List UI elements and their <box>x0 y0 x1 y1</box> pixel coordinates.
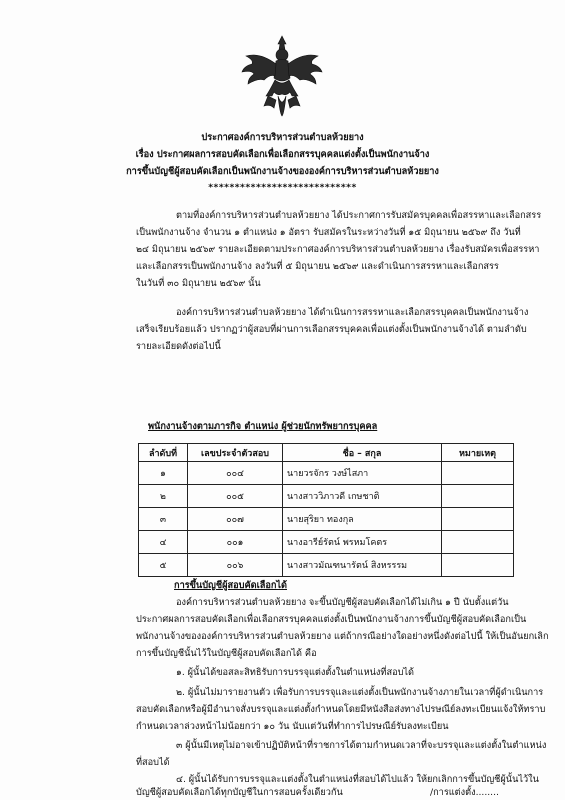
table-row <box>139 508 514 531</box>
paragraph-3-line: ประกาศผลการสอบคัดเลือกเพื่อเลือกสรรบุคคลแต่งตั้งเป็นพนักงานจ้างการขึ้นบัญชีผู้สอบคัดเลือกเป็น <box>136 614 527 625</box>
remark-cell <box>442 531 514 554</box>
paragraph-1-line: และเลือกสรรเป็นพนักงานจ้าง ลงวันที่ ๕ มิถุนายน ๒๕๖๙ และดำเนินการสรรหาและเลือกสรร <box>136 261 499 272</box>
garuda-emblem-icon <box>240 34 324 118</box>
table-row <box>139 554 514 577</box>
order-cell: ๕ <box>139 554 188 577</box>
document-subject: เรื่อง ประกาศผลการสอบคัดเลือกเพื่อเลือกสรรบุคคลแต่งตั้งเป็นพนักงานจ้าง <box>135 149 430 160</box>
column-header-remark: หมายเหตุ <box>442 444 514 462</box>
position-heading: พนักงานจ้างตามภารกิจ ตำแหน่ง ผู้ช่วยนักทรัพยากรบุคคล <box>148 421 378 432</box>
name-cell: นางสาววิภาวดี เกษชาติ <box>283 485 442 508</box>
table-row <box>139 531 514 554</box>
remark-cell <box>442 554 514 577</box>
paragraph-3-line: การขึ้นบัญชีนั้นไว้ในบัญชีผู้สอบคัดเลือกได้ คือ <box>136 648 317 659</box>
candidate-table <box>138 443 514 577</box>
order-cell: ๒ <box>139 485 188 508</box>
paragraph-1-line: เป็นพนักงานจ้าง จำนวน ๑ ตำแหน่ง ๑ อัตรา รับสมัครในระหว่างวันที่ ๑๕ มิถุนายน ๒๕๖๙ ถึง วันที่ <box>136 227 521 238</box>
paragraph-1-line: ตามที่องค์การบริหารส่วนตำบลห้วยยาง ได้ประกาศการรับสมัครบุคคลเพื่อสรรหาและเลือกสรร <box>176 210 542 221</box>
condition-item: ๔. ผู้นั้นได้รับการบรรจุและแต่งตั้งในตำแหน่งที่สอบได้ไปแล้ว ให้ยกเลิกการขึ้นบัญชีผู้นั้นไว้ใน <box>176 774 539 785</box>
order-cell: ๔ <box>139 531 188 554</box>
document-subject-continued: การขึ้นบัญชีผู้สอบคัดเลือกเป็นพนักงานจ้างขององค์การบริหารส่วนตำบลห้วยยาง <box>126 166 439 177</box>
table-row <box>139 462 514 485</box>
name-cell: นายสุริยา ทองกุล <box>283 508 442 531</box>
condition-item: ๑. ผู้นั้นได้ขอสละสิทธิรับการบรรจุแต่งตั้งในตำแหน่งที่สอบได้ <box>176 667 415 678</box>
paragraph-3-line: องค์การบริหารส่วนตำบลห้วยยาง จะขึ้นบัญชีผู้สอบคัดเลือกได้ไม่เกิน ๑ ปี นับตั้งแต่วัน <box>176 597 509 608</box>
exam-id-cell: ๐๐๔ <box>188 462 283 485</box>
table-row <box>139 485 514 508</box>
paragraph-3-line: พนักงานจ้างขององค์การบริหารส่วนตำบลห้วยยาง แต่ถ้ากรณีอย่างใดอย่างหนึ่งดังต่อไปนี้ ให้เป็นอันยกเลิก <box>136 631 549 642</box>
remark-cell <box>442 508 514 531</box>
title-separator-stars: **************************** <box>208 182 357 193</box>
remark-cell <box>442 462 514 485</box>
exam-id-cell: ๐๐๗ <box>188 508 283 531</box>
name-cell: นายวรจักร วงษ์ไสภา <box>283 462 442 485</box>
column-header-name: ชื่อ – สกุล <box>283 444 442 462</box>
condition-item: สอบคัดเลือกหรือผู้มีอำนาจสั่งบรรจุและแต่งตั้งกำหนดโดยมีหนังสือส่งทางไปรษณีย์ลงทะเบียนแจ้งให้ทราบ <box>136 704 546 715</box>
paragraph-2-line: รายละเอียดดังต่อไปนี้ <box>136 341 221 352</box>
paragraph-2-line: เสร็จเรียบร้อยแล้ว ปรากฏว่าผู้สอบที่ผ่านการเลือกสรรบุคคลเพื่อแต่งตั้งเป็นพนักงานจ้างได้ ตามลำดับ <box>136 324 527 335</box>
column-header-exam-id: เลขประจำตัวสอบ <box>188 444 283 462</box>
remark-cell <box>442 485 514 508</box>
section-heading: การขึ้นบัญชีผู้สอบคัดเลือกได้ <box>174 580 288 591</box>
name-cell: นางสาวมัณฑนารัตน์ สิงหรรรม <box>283 554 442 577</box>
document-title: ประกาศองค์การบริหารส่วนตำบลห้วยยาง <box>201 132 364 143</box>
paragraph-2-line: องค์การบริหารส่วนตำบลห้วยยาง ได้ดำเนินการสรรหาและเลือกสรรบุคคลเป็นพนักงานจ้าง <box>176 307 529 318</box>
condition-item: ๒. ผู้นั้นไม่มารายงานตัว เพื่อรับการบรรจุและแต่งตั้งเป็นพนักงานจ้างภายในเวลาที่ผู้ดำเนินการ <box>176 687 544 698</box>
condition-item: ที่สอบได้ <box>136 757 170 768</box>
order-cell: ๑ <box>139 462 188 485</box>
exam-id-cell: ๐๐๖ <box>188 554 283 577</box>
paragraph-1-line: ๒๔ มิถุนายน ๒๕๖๙ รายละเอียดตามประกาศองค์การบริหารส่วนตำบลห้วยยาง เรื่องรับสมัครเพื่อสรรหา <box>136 244 540 255</box>
exam-id-cell: ๐๐๑ <box>188 531 283 554</box>
condition-item: บัญชีผู้สอบคัดเลือกได้ทุกบัญชีในการสอบครั้งเดียวกัน <box>136 787 343 798</box>
column-header-order: ลำดับที่ <box>139 444 188 462</box>
condition-item: ๓ ผู้นั้นมีเหตุไม่อาจเข้าปฏิบัติหน้าที่ราชการได้ตามกำหนดเวลาที่จะบรรจุและแต่งตั้งในตำแหน่ง <box>176 740 547 751</box>
continuation-marker: /การแต่งตั้ง........ <box>430 787 499 798</box>
table-header-row <box>139 444 514 462</box>
exam-id-cell: ๐๐๕ <box>188 485 283 508</box>
name-cell: นางอารีย์รัตน์ พรหมโคตร <box>283 531 442 554</box>
paragraph-1-line: ในวันที่ ๓๐ มิถุนายน ๒๕๖๙ นั้น <box>136 278 261 289</box>
condition-item: กำหนดเวลาล่วงหน้าไม่น้อยกว่า ๑๐ วัน นับแต่วันที่ทำการไปรษณีย์รับลงทะเบียน <box>136 721 449 732</box>
order-cell: ๓ <box>139 508 188 531</box>
